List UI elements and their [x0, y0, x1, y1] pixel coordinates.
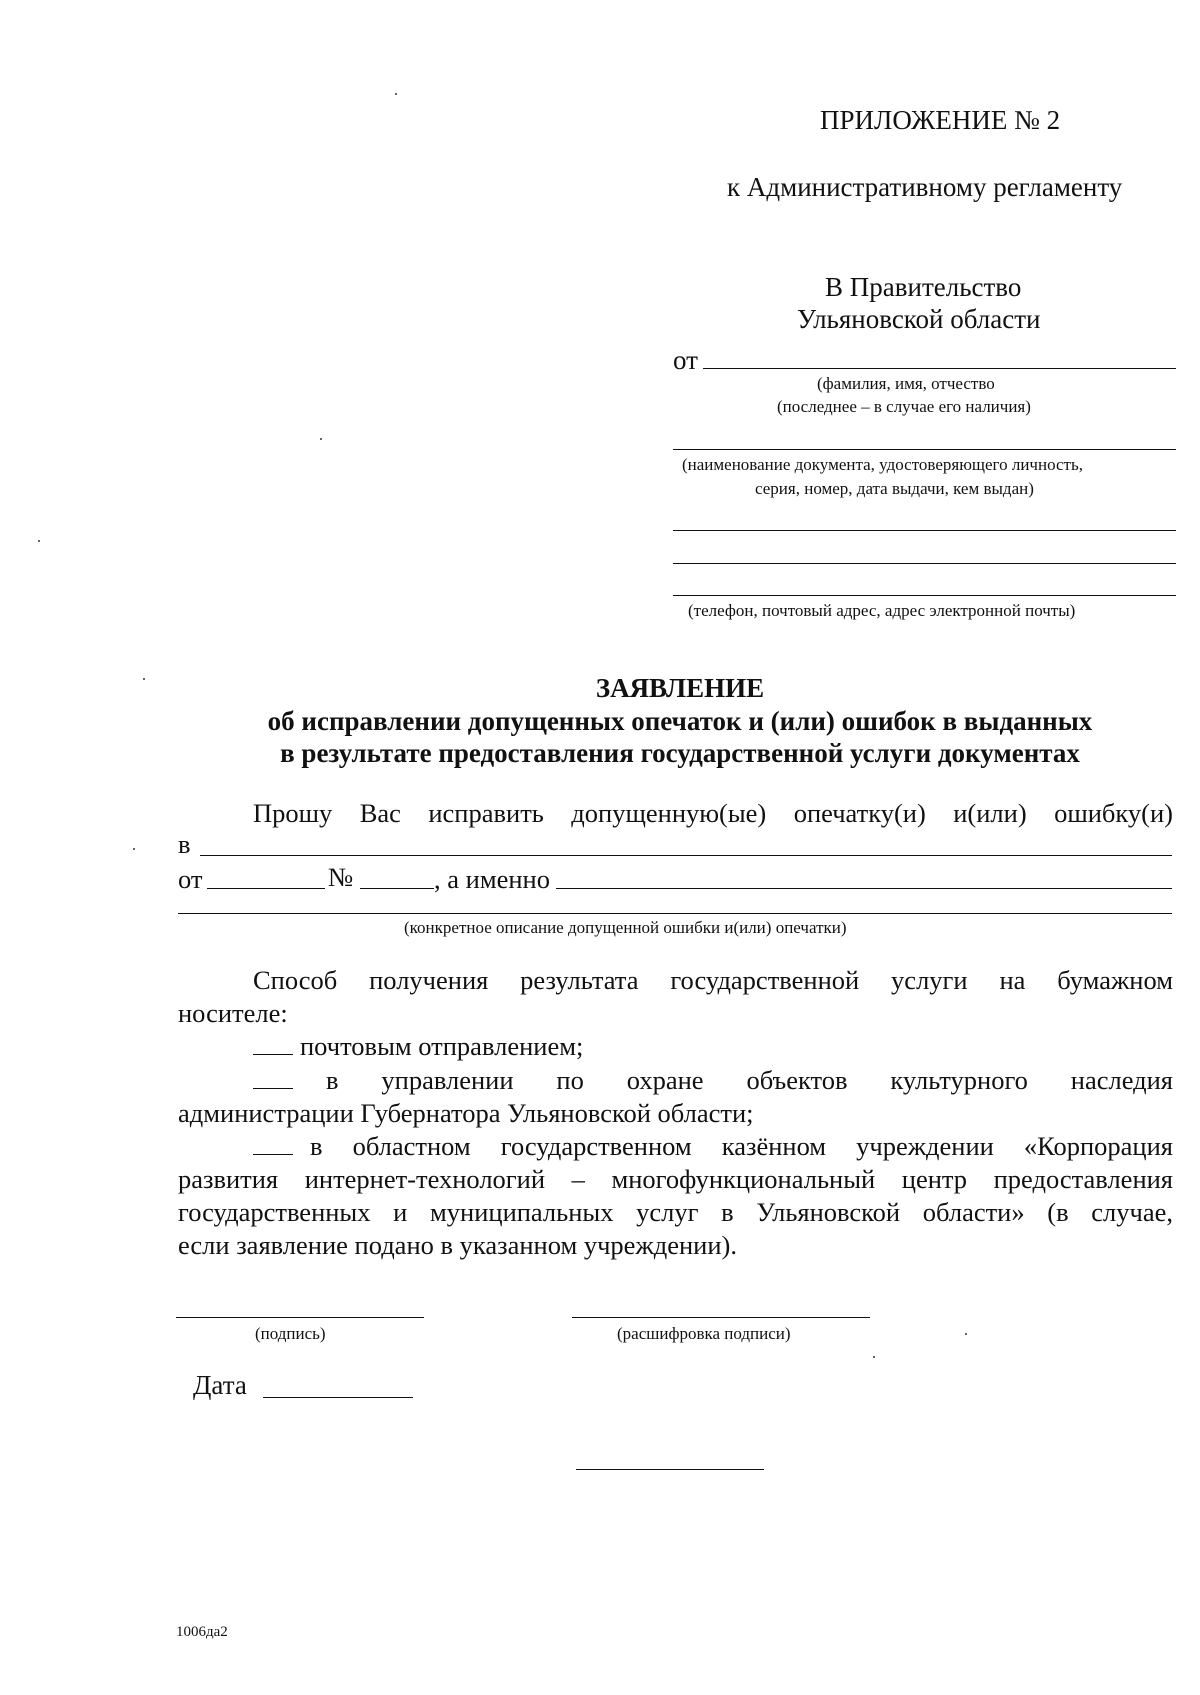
scan-speck: [965, 1333, 967, 1335]
document-name-field[interactable]: [200, 855, 1172, 856]
identity-document-field[interactable]: [673, 449, 1176, 450]
identity-document-caption-1: (наименование документа, удостоверяющего личность,: [682, 455, 1083, 474]
option-heritage-office-line-2: администрации Губернатора Ульяновской области;: [178, 1098, 754, 1128]
document-subtitle-1: об исправлении допущенных опечаток и (или) ошибок в выданных: [267, 706, 1093, 736]
contact-field-line-1[interactable]: [673, 530, 1176, 531]
separator-line: [576, 1469, 764, 1470]
option-mfc-line-2: развития интернет-технологий – многофункциональный центр предоставления: [178, 1164, 1173, 1194]
appendix-number: ПРИЛОЖЕНИЕ № 2: [820, 105, 1061, 135]
recipient-line-1: В Правительство: [825, 272, 1022, 302]
document-number-field[interactable]: [360, 888, 434, 889]
scan-speck: [143, 678, 145, 680]
date-label: Дата: [193, 1370, 247, 1400]
option-heritage-office-checkbox[interactable]: [253, 1088, 293, 1089]
regulation-reference: к Административному регламенту: [727, 172, 1123, 202]
contact-field-line-2[interactable]: [673, 563, 1176, 564]
option-mfc-line-1: в областном государственном казённом учреждении «Корпорация: [310, 1131, 1173, 1161]
signature-caption: (подпись): [255, 1324, 326, 1343]
scan-speck: [873, 1356, 875, 1358]
document-subtitle-2: в результате предоставления государственной услуги документах: [280, 738, 1080, 768]
request-text-line-1: Прошу Вас исправить допущенную(ые) опечатку(и) и(или) ошибку(и): [253, 798, 1173, 828]
error-description-field-1[interactable]: [556, 888, 1172, 889]
applicant-name-field[interactable]: [703, 368, 1176, 369]
signature-decoding-field[interactable]: [572, 1317, 870, 1318]
date-field[interactable]: [263, 1397, 413, 1398]
in-label: в: [178, 829, 191, 859]
scan-speck: [133, 848, 135, 850]
contact-field-line-3[interactable]: [673, 595, 1176, 596]
contact-caption: (телефон, почтовый адрес, адрес электронной почты): [688, 601, 1076, 620]
error-description-caption: (конкретное описание допущенной ошибки и(или) опечатки): [404, 918, 847, 937]
option-mail-checkbox[interactable]: [253, 1054, 293, 1055]
applicant-name-caption-1: (фамилия, имя, отчество: [817, 374, 995, 393]
issue-date-field[interactable]: [207, 888, 325, 889]
scan-speck: [38, 540, 40, 542]
signature-decoding-caption: (расшифровка подписи): [617, 1324, 791, 1343]
scan-speck: [395, 93, 397, 95]
applicant-name-caption-2: (последнее – в случае его наличия): [777, 397, 1031, 416]
scan-speck: [320, 438, 322, 440]
recipient-line-2: Ульяновской области: [797, 304, 1041, 334]
error-description-field-2[interactable]: [178, 913, 1172, 914]
method-intro-line-2: носителе:: [178, 998, 288, 1028]
option-mail-label: почтовым отправлением;: [300, 1031, 584, 1061]
option-mfc-checkbox[interactable]: [253, 1154, 293, 1155]
option-mfc-line-4: если заявление подано в указанном учреждении).: [178, 1230, 737, 1260]
document-title: ЗАЯВЛЕНИЕ: [595, 673, 765, 703]
namely-label: , а именно: [434, 864, 550, 894]
option-mfc-line-3: государственных и муниципальных услуг в Ульяновской области» (в случае,: [178, 1197, 1173, 1227]
option-heritage-office-line-1: в управлении по охране объектов культурного наследия: [326, 1065, 1173, 1095]
number-label: №: [328, 862, 354, 892]
date-from-label: от: [178, 864, 203, 894]
footer-code: 1006да2: [176, 1624, 228, 1640]
method-intro-line-1: Способ получения результата государственной услуги на бумажном: [253, 965, 1173, 995]
from-label: от: [673, 345, 698, 375]
signature-field[interactable]: [176, 1317, 424, 1318]
identity-document-caption-2: серия, номер, дата выдачи, кем выдан): [755, 479, 1034, 498]
